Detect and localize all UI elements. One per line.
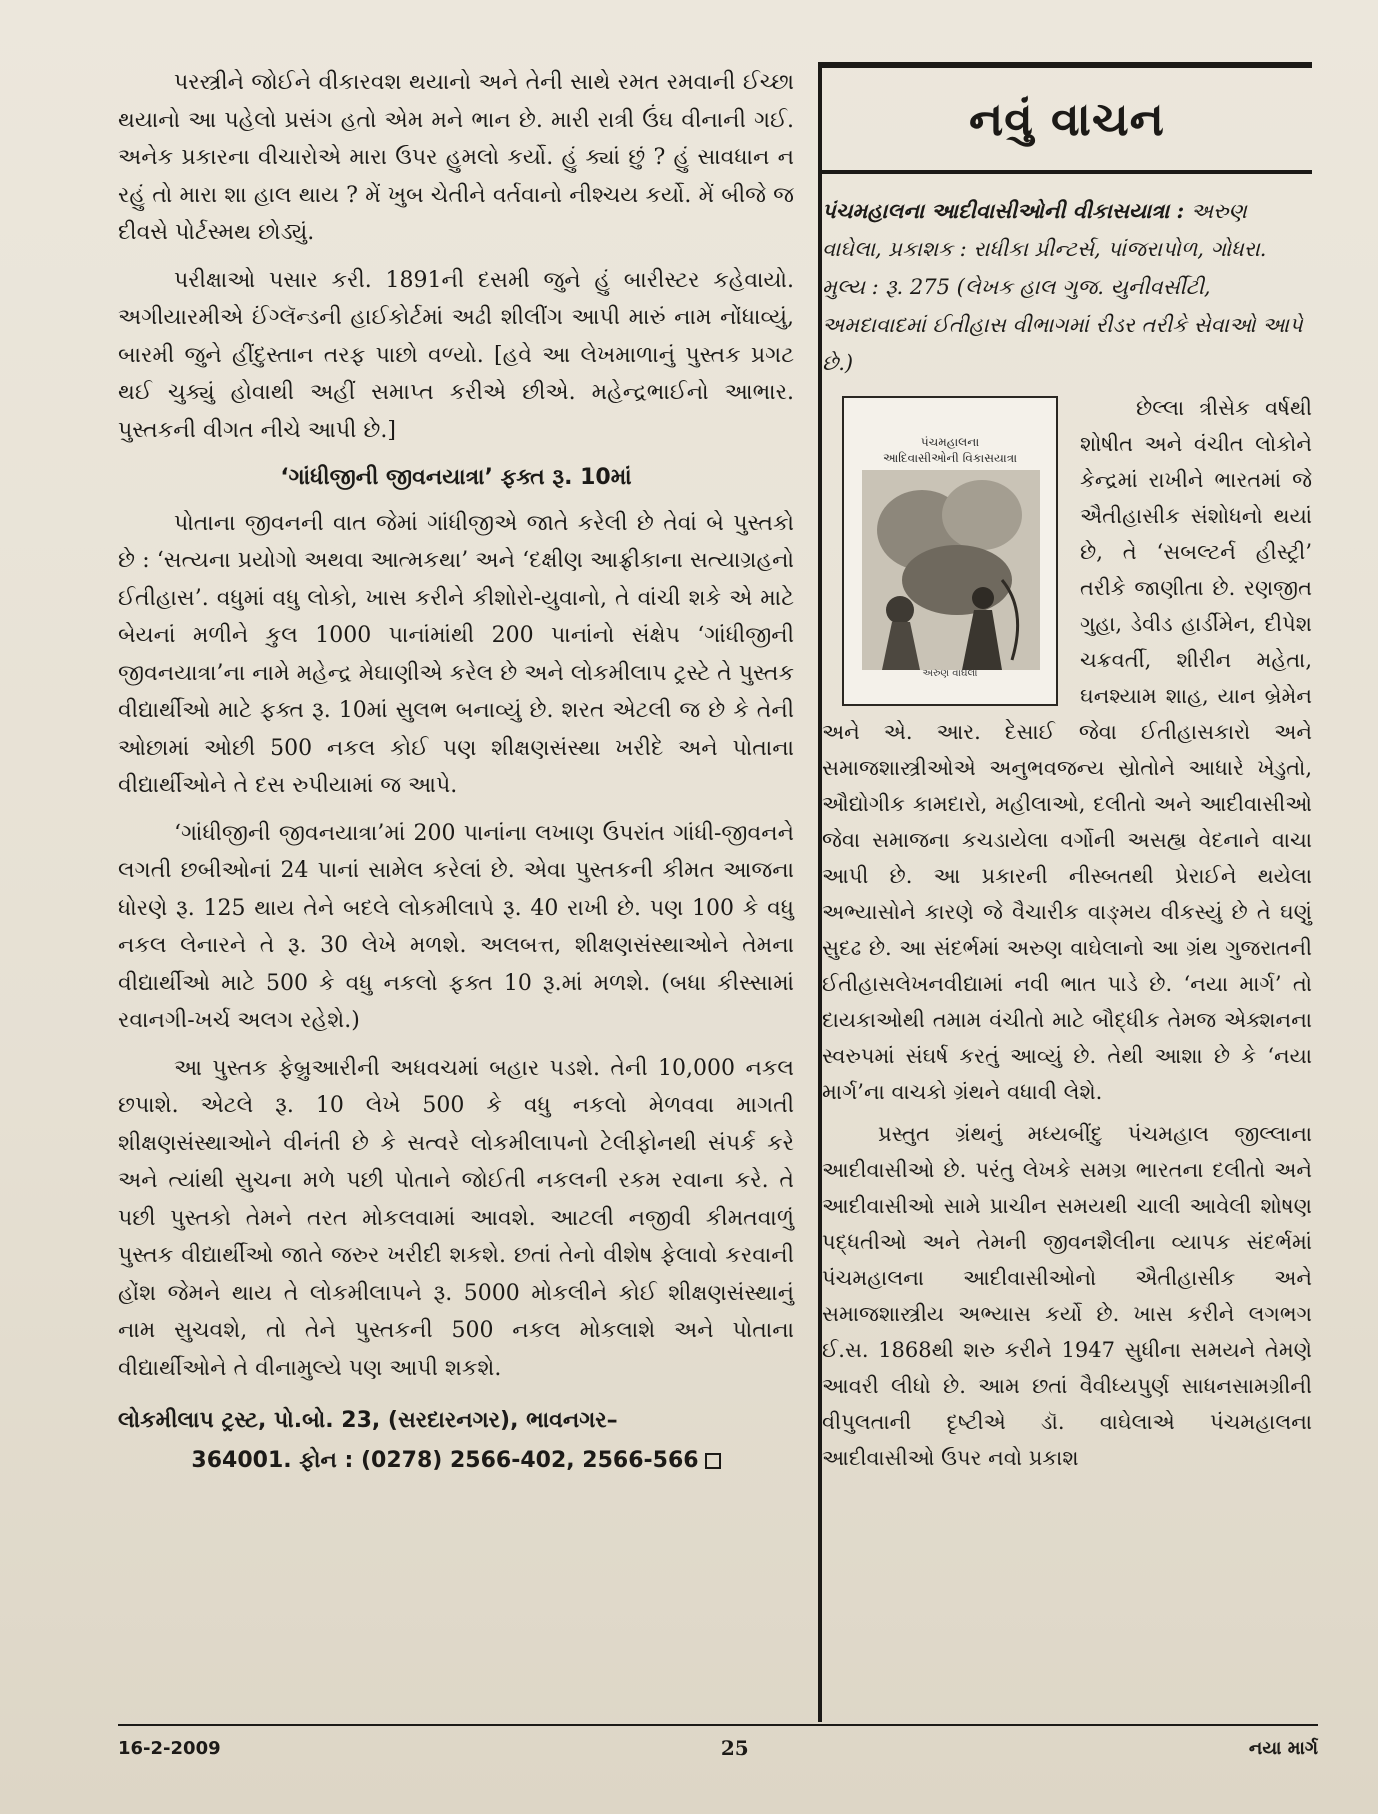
cover-photo-collage (862, 470, 1040, 670)
end-mark-icon (705, 1453, 721, 1469)
page-number: 25 (720, 1736, 749, 1760)
address-line-1: લોકમીલાપ ટ્રસ્ટ, પો.બો. 23, (સરદારનગર), ભાવનગર– (118, 1408, 618, 1433)
cover-title (844, 434, 1056, 466)
cover-title-line-2: આદિવાસીઓની વિકાસયાત્રા (882, 451, 1018, 465)
left-paragraph-1: પરસ્ત્રીને જોઈને વીકારવશ થયાનો અને તેની સાથે રમત રમવાની ઈચ્છા થયાનો આ પહેલો પ્રસંગ હતો એમ મને ભાન છે. મારી રાત્રી ઉંઘ વીનાની ગઈ. અનેક પ્રકારના વીચારોએ મારા ઉપર હુમલો કર્યો. હું ક્યાં છું ? હું સાવધાન ન રહું તો મારા શા હાલ થાય ? મેં ખુબ ચેતીને વર્તવાનો નીશ્ચય કર્યો. મેં બીજે જ દીવસે પોર્ટસ્મથ છોડ્યું. (118, 70, 794, 245)
left-paragraph-2: પરીક્ષાઓ પસાર કરી. 1891ની દસમી જુને હું બારીસ્ટર કહેવાયો. અગીયારમીએ ઈંગ્લૅન્ડની હાઈકોર્ટમાં અઢી શીલીંગ આપી મારું નામ નોંધાવ્યું, બારમી જુને હીંદુસ્તાન તરફ પાછો વળ્યો. [હવે આ લેખમાળાનું પુસ્તક પ્રગટ થઈ ચુક્યું હોવાથી અહીં સમાપ્ત કરીએ છીએ. મહેન્દ્રભાઈનો આભાર. પુસ્તકની વીગત નીચે આપી છે.] (118, 267, 794, 443)
cover-title-line-1: પંચમહાલના (920, 435, 980, 449)
magazine-name: નયા માર્ગ (1248, 1737, 1318, 1759)
publisher-address (118, 1401, 794, 1481)
address-line-2-wrap (118, 1441, 794, 1481)
book-name: પંચમહાલના આદીવાસીઓની વીકાસયાત્રા : (822, 198, 1185, 223)
left-paragraph-5: આ પુસ્તક ફેબ્રુઆરીની અધવચમાં બહાર પડશે. તેની 10,000 નકલ છપાશે. એટલે રૂ. 10 લેખે 500 કે વધુ નકલો મેળવવા માગતી શીક્ષણસંસ્થાઓને વીનંતી છે કે સત્વરે લોકમીલાપનો ટેલીફોનથી સંપર્ક કરે અને ત્યાંથી સુચના મળે પછી પોતાને જોઈતી નકલની રકમ રવાના કરે. તે પછી પુસ્તકો તેમને તરત મોકલવામાં આવશે. આટલી નજીવી કીમતવાળું પુસ્તક વીદ્યાર્થીઓ જાતે જરુર ખરીદી શકશે. છતાં તેનો વીશેષ ફેલાવો કરવાની હોંશ જેમને થાય તે લોકમીલાપને રૂ. 5000 મોકલીને કોઈ શીક્ષણસંસ્થાનું નામ સુચવશે, તો તેને પુસ્તકની 500 નકલ મોકલાશે અને પોતાના વીદ્યાર્થીઓને તે વીનામુલ્યે પણ આપી શકશે. (118, 1055, 794, 1381)
book-offer-heading: ‘ગાંધીજીની જીવનયાત્રા’ ફક્ત રૂ. 10માં (280, 465, 632, 490)
book-details: અરુણ વાઘેલા, પ્રકાશક : રાધીકા પ્રીન્ટર્સ, પાંજરાપોળ, ગોધરા. મુલ્ય : રૂ. 275 (લેખક હાલ ગુજ. યુનીવર્સીટી, અમદાવાદમાં ઈતીહાસ વીભાગમાં રીડર તરીકે સેવાઓ આપે છે.) (822, 199, 1303, 375)
left-paragraph-4: ‘ગાંધીજીની જીવનયાત્રા’માં 200 પાનાંના લખાણ ઉપરાંત ગાંધી-જીવનને લગતી છબીઓનાં 24 પાનાં સામેલ કરેલાં છે. એવા પુસ્તકની કીમત આજના ધોરણે રૂ. 125 થાય તેને બદલે લોકમીલાપે રૂ. 40 રાખી છે. પણ 100 કે વધુ નકલ લેનારને તે રૂ. 30 લેખે મળશે. અલબત્ત, શીક્ષણસંસ્થાઓને તેમના વીદ્યાર્થીઓ માટે 500 કે વધુ નકલો ફક્ત 10 રૂ.માં મળશે. (બધા કીસ્સામાં રવાનગી-ખર્ચ અલગ રહેશે.) (118, 820, 794, 1033)
left-paragraph-3: પોતાના જીવનની વાત જેમાં ગાંધીજીએ જાતે કરેલી છે તેવાં બે પુસ્તકો છે : ‘સત્યના પ્રયોગો અથવા આત્મકથા’ અને ‘દક્ષીણ આફ્રીકાના સત્યાગ્રહનો ઈતીહાસ’. વધુમાં વધુ લોકો, ખાસ કરીને કીશોરો-યુવાનો, તે વાંચી શકે એ માટે બેયનાં મળીને કુલ 1000 પાનાંમાંથી 200 પાનાંનો સંક્ષેપ ‘ગાંધીજીની જીવનયાત્રા’ના નામે મહેન્દ્ર મેઘાણીએ કરેલ છે અને લોકમીલાપ ટ્રસ્ટે તે પુસ્તક વીદ્યાર્થીઓ માટે ફક્ત રૂ. 10માં સુલભ બનાવ્યું છે. શરત એટલી જ છે કે તેની ઓછામાં ઓછી 500 નકલ કોઈ પણ શીક્ષણસંસ્થા ખરીદે અને પોતાના વીદ્યાર્થીઓને તે દસ રુપીયામાં જ આપે. (118, 510, 795, 798)
issue-date: 16-2-2009 (118, 1737, 221, 1759)
book-citation (822, 192, 1312, 382)
review-body (822, 390, 1312, 1476)
cover-author: અરુણ વાઘેલા (922, 668, 978, 679)
section-title: નવું વાચન (969, 92, 1165, 146)
review-paragraph-1: છેલ્લા ત્રીસેક વર્ષથી શોષીત અને વંચીત લોકોને કેન્દ્રમાં રાખીને ભારતમાં જે ઐતીહાસીક સંશોધનો થયાં છે, તે ‘સબલ્ટર્ન હીસ્ટ્રી’ તરીકે જાણીતા છે. રણજીત ગુહા, ડેવીડ હાર્ડીમેન, દીપેશ ચક્રવર્તી, શીરીન મહેતા, ઘનશ્યામ શાહ, યાન બ્રેમેન અને એ. આર. દેસાઈ જેવા ઈતીહાસકારો અને સમાજશાસ્ત્રીઓએ અનુભવજન્ય સ્રોતોને આધારે ખેડુતો, ઔદ્યોગીક કામદારો, મહીલાઓ, દલીતો અને આદીવાસીઓ જેવા સમાજના કચડાયેલા વર્ગોની અસહ્ય વેદનાને વાચા આપી છે. આ પ્રકારની નીસ્બતથી પ્રેરાઈને થયેલા અભ્યાસોને કારણે જે વૈચારીક વાઙ્મય વીકસ્યું છે તે ઘણું સુદઢ છે. આ સંદર્ભમાં અરુણ વાઘેલાનો આ ગ્રંથ ગુજરાતની ઈતીહાસલેખનવીદ્યામાં નવી ભાત પાડે છે. ‘નયા માર્ગ’ તો દાયકાઓથી તમામ વંચીતો માટે બૌદ્ધીક તેમજ એક્શનના સ્વરુપમાં સંઘર્ષ કરતું આવ્યું છે. તેથી આશા છે કે ‘નયા માર્ગ’ના વાચકો ગ્રંથને વધાવી લેશે. (822, 396, 1312, 1104)
page-footer (118, 1724, 1318, 1760)
banner-top-rule (822, 62, 1312, 68)
left-column (118, 64, 794, 1491)
address-line-2: 364001. ફોન : (0278) 2566-402, 2566-566 (191, 1448, 699, 1473)
review-paragraph-2: પ્રસ્તુત ગ્રંથનું મધ્યબીંદુ પંચમહાલ જીલ્લાના આદીવાસીઓ છે. પરંતુ લેખકે સમગ્ર ભારતના દલીતો અને આદીવાસીઓ સામે પ્રાચીન સમયથી ચાલી આવેલી શોષણ પદ્ધતીઓ અને તેમની જીવનશૈલીના વ્યાપક સંદર્ભમાં પંચમહાલના આદીવાસીઓનો ઐતીહાસીક અને સમાજશાસ્ત્રીય અભ્યાસ કર્યો છે. ખાસ કરીને લગભગ ઈ.સ. 1868થી શરુ કરીને 1947 સુધીના સમયને તેમણે આવરી લીધો છે. આમ છતાં વૈવીધ્યપુર્ણ સાધનસામગ્રીની વીપુલતાની દૃષ્ટીએ ડૉ. વાઘેલાએ પંચમહાલના આદીવાસીઓ ઉપર નવો પ્રકાશ (822, 1122, 1312, 1470)
banner-bottom-rule (822, 170, 1312, 174)
book-cover-image (842, 396, 1058, 706)
right-column (822, 62, 1312, 1482)
